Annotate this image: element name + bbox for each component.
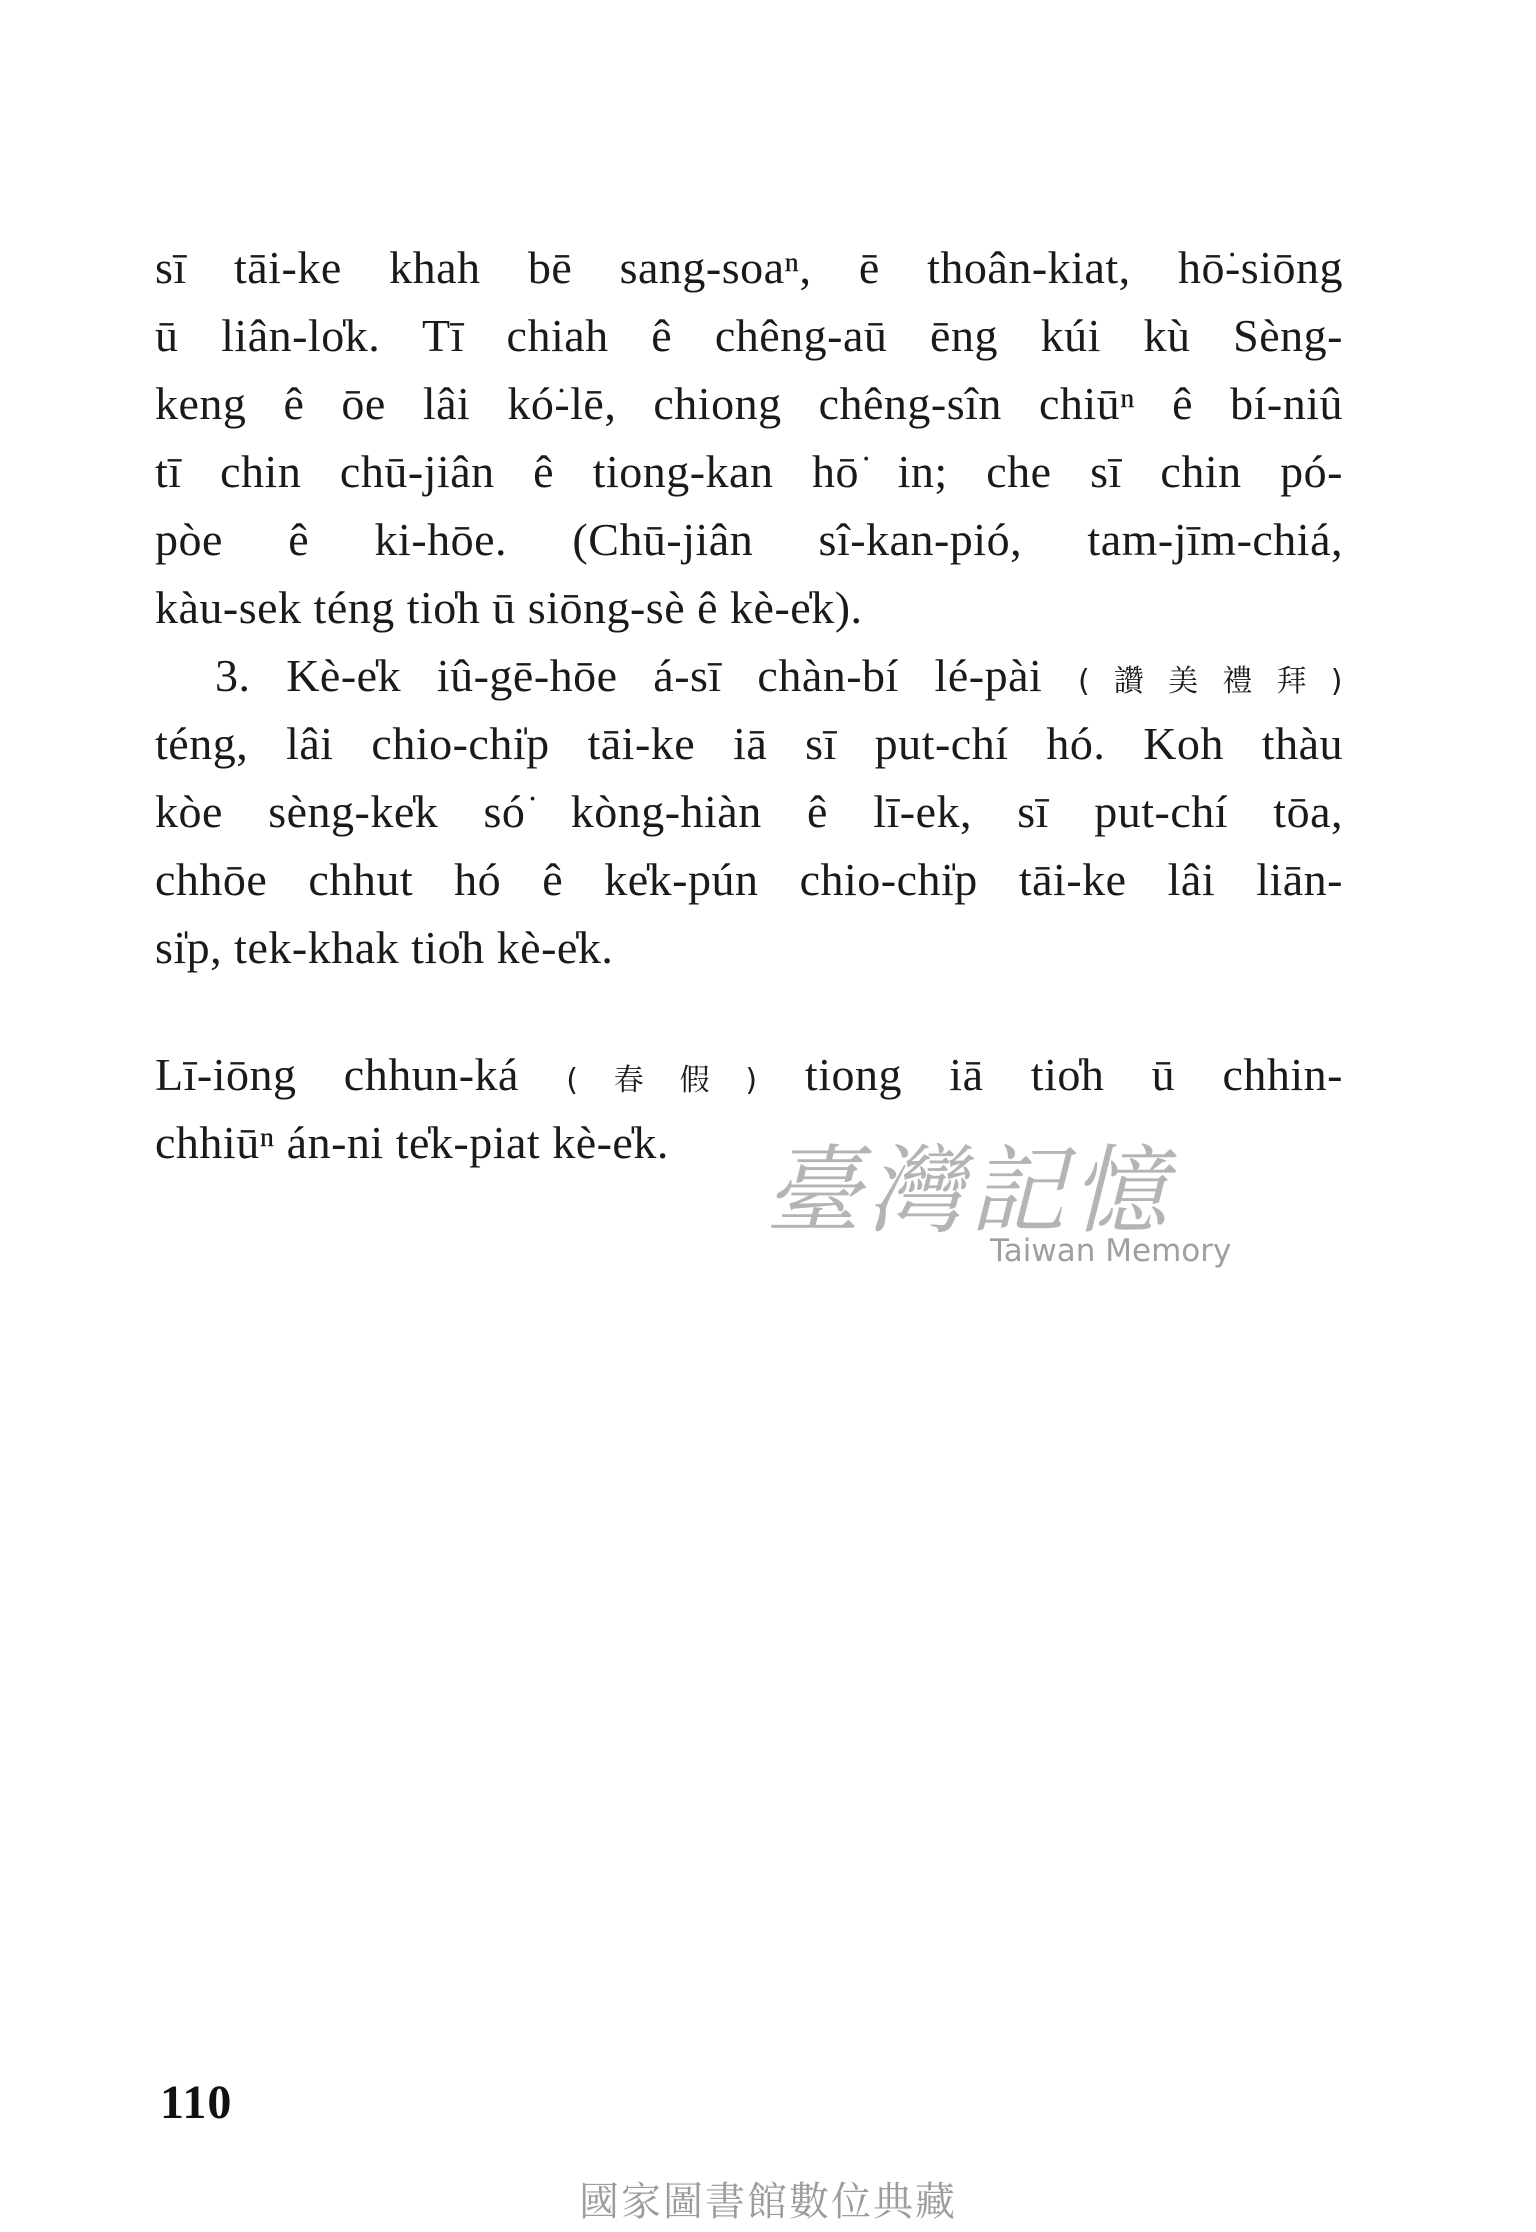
- library-collection-footer: 國家圖書館數位典藏: [579, 2179, 957, 2225]
- text-line-12-romanized: Lī-iōng chhun-ká: [155, 1049, 519, 1100]
- text-line-12-chinese: (春假): [566, 1063, 758, 1098]
- text-line-12: [155, 1045, 1343, 1111]
- page-number: 110: [160, 2076, 233, 2129]
- text-line-7-romanized: 3. Kè-e̍k iû-gē-hōe á-sī chàn-bí lé-pài: [215, 650, 1043, 701]
- text-line-11: si̍p, tek-khak tio̍h kè-e̍k.: [155, 922, 614, 973]
- text-line-13: chhiūⁿ án-ni te̍k-piat kè-e̍k.: [155, 1117, 669, 1168]
- text-line-3: keng ê ōe lâi kó͘-lē, chiong chêng-sîn chiūⁿ ê bí-niû: [155, 378, 1343, 429]
- text-line-7: [215, 646, 1343, 712]
- watermark-chinese-text: 臺灣記憶: [765, 1135, 1173, 1247]
- watermark-english-text: Taiwan Memory: [990, 1233, 1232, 1269]
- taiwan-memory-watermark: [765, 1115, 1245, 1285]
- text-line-4: tī chin chū-jiân ê tiong-kan hō͘ in; che sī chin pó-: [155, 446, 1343, 497]
- text-line-1: sī tāi-ke khah bē sang-soaⁿ, ē thoân-kiat, hō͘-siōng: [155, 242, 1343, 293]
- text-line-2: ū liân-lo̍k. Tī chiah ê chêng-aū ēng kúi kù Sèng-: [155, 310, 1343, 361]
- text-line-12-romanized-end: tiong iā tio̍h ū chhin-: [804, 1049, 1343, 1100]
- text-line-9: kòe sèng-ke̍k só͘ kòng-hiàn ê lī-ek, sī put-chí tōa,: [155, 786, 1343, 837]
- text-line-5: pòe ê ki-hōe. (Chū-jiân sî-kan-pió, tam-jīm-chiá,: [155, 514, 1343, 565]
- text-line-7-chinese: (讚美禮拜): [1078, 664, 1343, 699]
- text-line-6: kàu-sek téng tio̍h ū siōng-sè ê kè-e̍k).: [155, 582, 863, 633]
- text-line-10: chhōe chhut hó ê ke̍k-pún chio-chi̍p tāi-ke lâi liān-: [155, 854, 1343, 905]
- text-line-8: téng, lâi chio-chi̍p tāi-ke iā sī put-chí hó. Koh thàu: [155, 718, 1343, 769]
